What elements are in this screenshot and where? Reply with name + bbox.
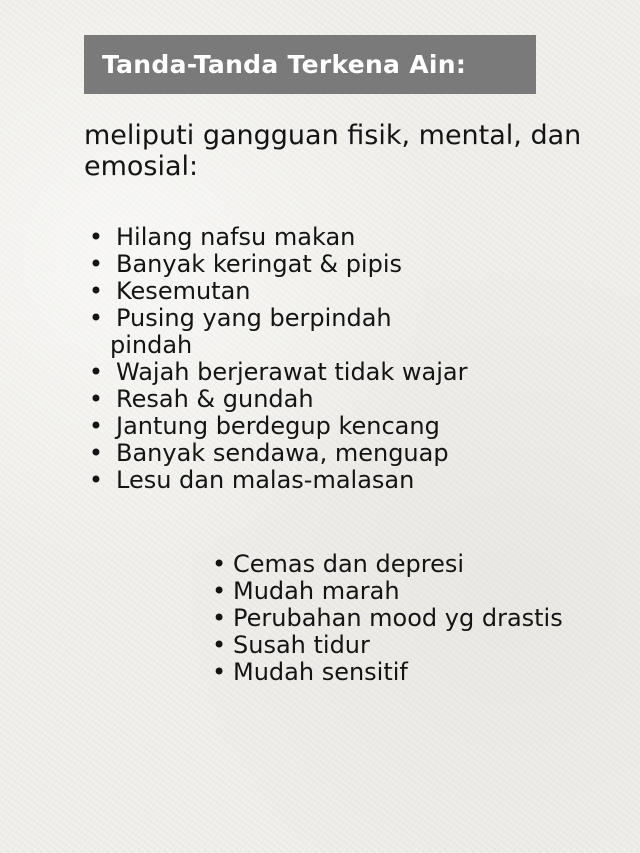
list-item-text: Susah tidur bbox=[233, 631, 370, 659]
list-item-text: Resah & gundah bbox=[116, 385, 314, 413]
list-item bbox=[212, 659, 632, 686]
title-banner bbox=[84, 35, 536, 94]
bullet-icon: • bbox=[88, 439, 104, 467]
list-item-text: Banyak sendawa, menguap bbox=[116, 439, 449, 467]
intro-text: meliputi gangguan fisik, mental, dan emosial: bbox=[84, 120, 582, 182]
bullet-icon: • bbox=[88, 304, 104, 332]
list-item-text: Mudah sensitif bbox=[233, 658, 408, 686]
list-item-text: Cemas dan depresi bbox=[233, 550, 465, 578]
list-item-text: Kesemutan bbox=[116, 277, 251, 305]
bullet-icon: • bbox=[88, 250, 104, 278]
bullet-icon: • bbox=[212, 550, 227, 578]
list-item-text: Hilang nafsu makan bbox=[116, 223, 356, 251]
bullet-icon: • bbox=[212, 577, 227, 605]
list-item bbox=[212, 578, 632, 605]
list-item-text: Perubahan mood yg drastis bbox=[233, 604, 563, 632]
list-item bbox=[86, 386, 586, 413]
list-item bbox=[86, 224, 586, 251]
list-item bbox=[86, 467, 586, 494]
list-item bbox=[212, 632, 632, 659]
physical-symptoms-list bbox=[86, 224, 586, 494]
list-item bbox=[86, 413, 586, 440]
list-item-text: Lesu dan malas-malasan bbox=[116, 466, 415, 494]
list-item-continuation: pindah bbox=[110, 331, 193, 359]
bullet-icon: • bbox=[88, 223, 104, 251]
list-item bbox=[86, 305, 586, 359]
list-item bbox=[86, 440, 586, 467]
list-item bbox=[212, 605, 632, 632]
list-item-text: Mudah marah bbox=[233, 577, 400, 605]
list-item bbox=[212, 551, 632, 578]
list-item-text: Banyak keringat & pipis bbox=[116, 250, 403, 278]
bullet-icon: • bbox=[88, 358, 104, 386]
bullet-icon: • bbox=[88, 412, 104, 440]
list-item bbox=[86, 359, 586, 386]
bullet-icon: • bbox=[88, 277, 104, 305]
list-item-text: Pusing yang berpindah bbox=[116, 304, 392, 332]
page-title: Tanda-Tanda Terkena Ain: bbox=[102, 50, 467, 79]
bullet-icon: • bbox=[212, 604, 227, 632]
list-item bbox=[86, 251, 586, 278]
list-item bbox=[86, 278, 586, 305]
bullet-icon: • bbox=[212, 631, 227, 659]
list-item-text: Jantung berdegup kencang bbox=[116, 412, 440, 440]
bullet-icon: • bbox=[88, 385, 104, 413]
emotional-symptoms-list bbox=[212, 551, 632, 686]
bullet-icon: • bbox=[212, 658, 227, 686]
list-item-text: Wajah berjerawat tidak wajar bbox=[116, 358, 468, 386]
bullet-icon: • bbox=[88, 466, 104, 494]
